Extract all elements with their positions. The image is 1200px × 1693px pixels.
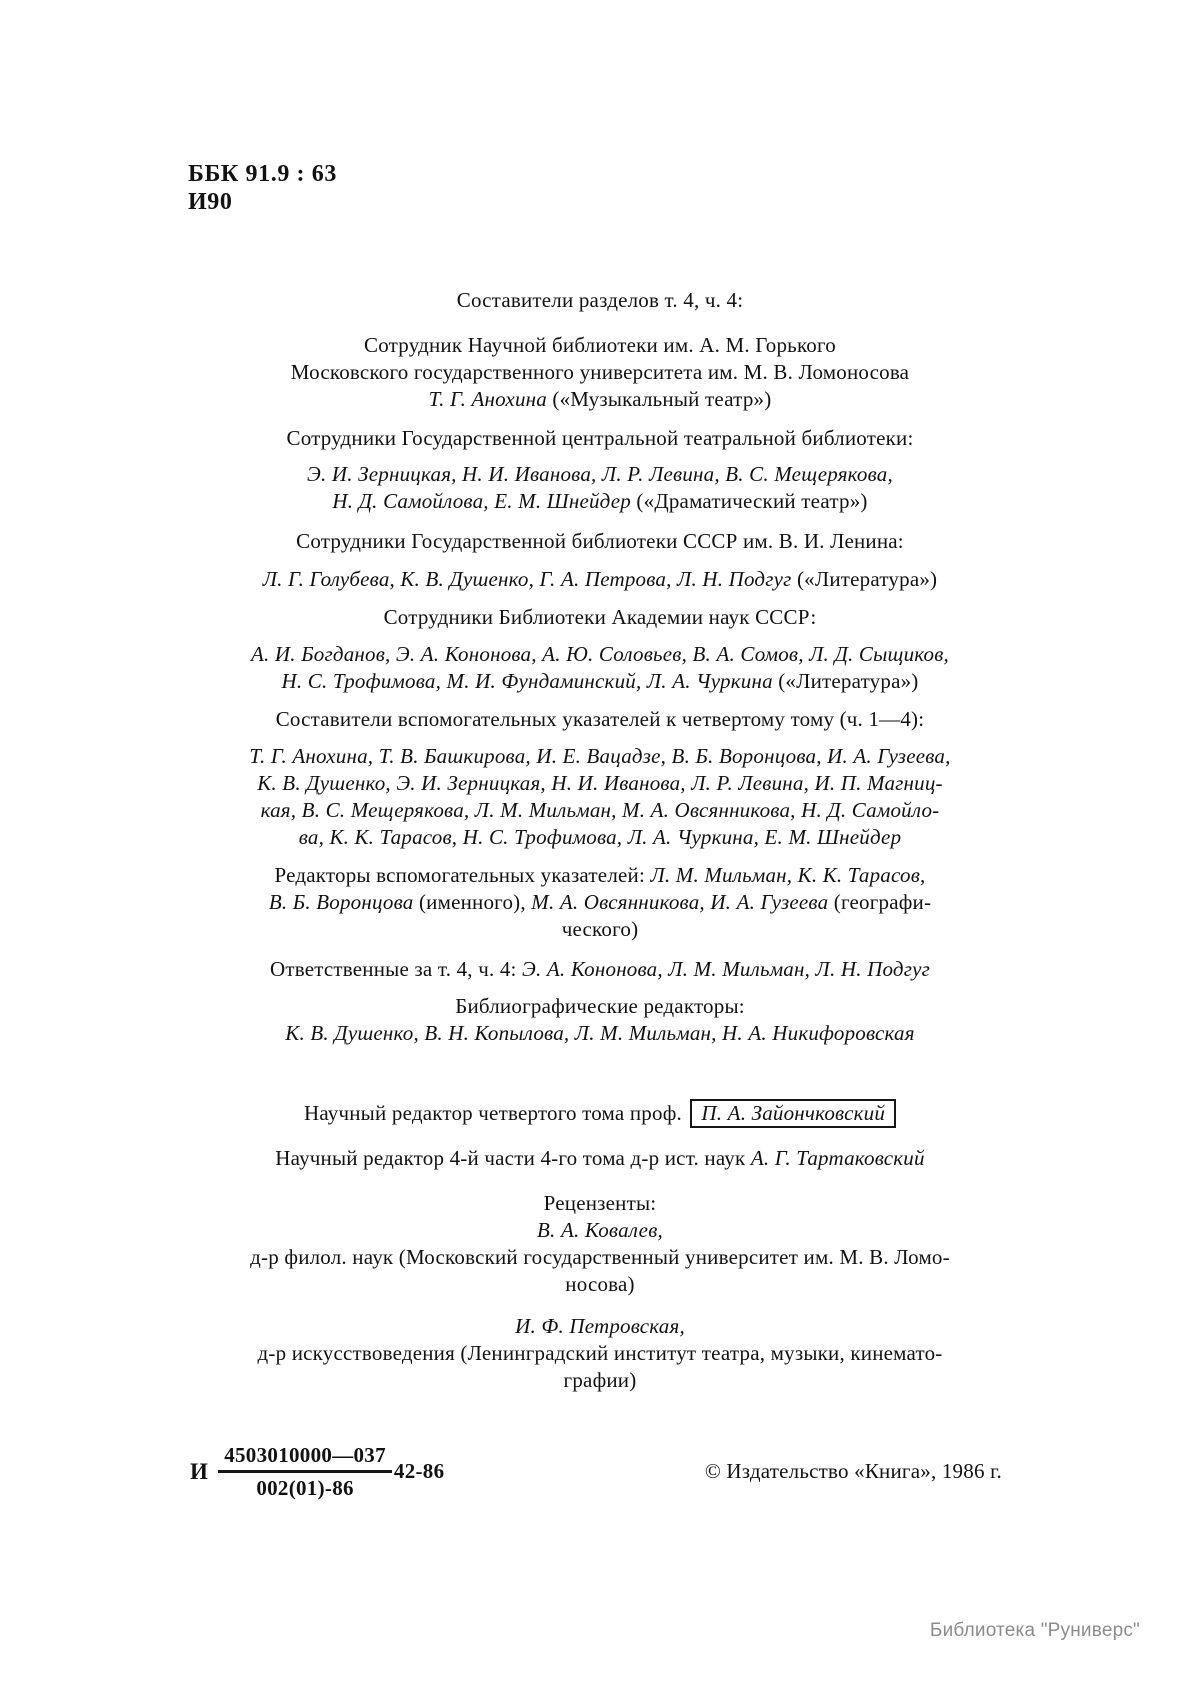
text-line bbox=[180, 706, 1020, 733]
catalog-denominator: 002(01)-86 bbox=[256, 1476, 354, 1500]
text-segment: Т. Г. Анохина bbox=[428, 387, 547, 411]
book-index-code: И90 bbox=[188, 189, 233, 215]
theatre-library-staff bbox=[180, 461, 1020, 515]
index-compilers-list bbox=[180, 743, 1020, 851]
text-line bbox=[180, 770, 1020, 797]
science-editor-volume bbox=[180, 1099, 1020, 1128]
text-segment: В. Б. Воронцова bbox=[268, 890, 414, 914]
lenin-library-staff bbox=[180, 566, 1020, 593]
bbk-classification bbox=[180, 160, 1020, 216]
text-line bbox=[180, 1020, 1020, 1047]
text-segment: Составители разделов т. 4, ч. 4: bbox=[456, 288, 744, 312]
text-segment: («Литература») bbox=[772, 669, 919, 693]
imprint-row bbox=[180, 1442, 1020, 1501]
text-segment: Н. Д. Самойлова, Е. М. Шнейдер bbox=[332, 489, 631, 513]
index-compilers-heading bbox=[180, 706, 1020, 733]
text-segment: (географи- bbox=[828, 890, 932, 914]
text-segment: д-р искусствоведения (Ленинградский институт театра, музыки, кинемато- bbox=[257, 1341, 943, 1365]
text-segment: Л. Г. Голубева, К. В. Душенко, Г. А. Петрова, Л. Н. Подгуг bbox=[262, 567, 792, 591]
text-segment: В. А. Ковалев, bbox=[537, 1218, 663, 1242]
text-line bbox=[180, 1190, 1020, 1217]
text-segment: Сотрудники Библиотеки Академии наук СССР: bbox=[383, 605, 817, 629]
text-segment: Рецензенты: bbox=[543, 1191, 657, 1215]
text-segment: Сотрудник Научной библиотеки им. А. М. Горького bbox=[364, 333, 836, 357]
text-line bbox=[180, 1099, 1020, 1128]
text-line bbox=[180, 641, 1020, 668]
text-segment: Л. М. Мильман, К. К. Тарасов, bbox=[650, 863, 926, 887]
reviewers bbox=[180, 1190, 1020, 1298]
text-line bbox=[180, 1340, 1020, 1367]
text-line bbox=[180, 889, 1020, 916]
text-line bbox=[180, 528, 1020, 555]
text-line bbox=[180, 824, 1020, 851]
text-line bbox=[180, 488, 1020, 515]
lenin-library-heading bbox=[180, 528, 1020, 555]
academy-library-heading bbox=[180, 604, 1020, 631]
text-segment: Н. С. Трофимова, М. И. Фундаминский, Л. А. Чуркина bbox=[281, 669, 773, 693]
text-segment: Составители вспомогательных указателей к четвертому тому (ч. 1—4): bbox=[275, 707, 925, 731]
text-segment: Э. А. Кононова, Л. М. Мильман, Л. Н. Подгуг bbox=[522, 957, 931, 981]
text-line bbox=[180, 287, 1020, 314]
text-segment: ческого) bbox=[561, 917, 639, 941]
catalog-letter: И bbox=[190, 1458, 209, 1484]
text-line bbox=[180, 332, 1020, 359]
text-segment: («Драматический театр») bbox=[630, 489, 868, 513]
boxed-name: П. А. Зайончковский bbox=[690, 1099, 896, 1128]
responsible bbox=[180, 956, 1020, 983]
text-segment: д-р филол. наук (Московский государственный университет им. М. В. Ломо- bbox=[250, 1245, 950, 1269]
text-segment: Э. И. Зерницкая, Н. И. Иванова, Л. Р. Левина, В. С. Мещерякова, bbox=[307, 462, 893, 486]
text-segment: Библиографические редакторы: bbox=[455, 994, 745, 1018]
text-line bbox=[180, 461, 1020, 488]
credits-blocks bbox=[180, 287, 1020, 1394]
text-segment: ва, К. К. Тарасов, Н. С. Трофимова, Л. А. Чуркина, Е. М. Шнейдер bbox=[298, 825, 902, 849]
msu-staff bbox=[180, 332, 1020, 413]
library-watermark: Библиотека "Руниверс" bbox=[929, 1620, 1140, 1641]
text-segment: Научный редактор 4-й части 4-го тома д-р ист. наук bbox=[275, 1146, 751, 1170]
text-line bbox=[180, 359, 1020, 386]
text-line bbox=[180, 916, 1020, 943]
text-line bbox=[180, 993, 1020, 1020]
text-line bbox=[180, 1244, 1020, 1271]
science-editor-part bbox=[180, 1145, 1020, 1172]
text-segment: Т. Г. Анохина, Т. В. Башкирова, И. Е. Вацадзе, В. Б. Воронцова, И. А. Гузеева, bbox=[249, 744, 951, 768]
text-line bbox=[180, 1367, 1020, 1394]
text-segment: носова) bbox=[565, 1272, 635, 1296]
text-segment: («Музыкальный театр») bbox=[546, 387, 772, 411]
index-editors bbox=[180, 862, 1020, 943]
text-line bbox=[180, 668, 1020, 695]
text-segment: К. В. Душенко, Э. И. Зерницкая, Н. И. Иванова, Л. Р. Левина, И. П. Магниц- bbox=[257, 771, 943, 795]
text-segment: А. И. Богданов, Э. А. Кононова, А. Ю. Соловьев, В. А. Сомов, Л. Д. Сыщиков, bbox=[251, 642, 949, 666]
text-segment: К. В. Душенко, В. Н. Копылова, Л. М. Мильман, Н. А. Никифоровская bbox=[285, 1021, 915, 1045]
text-line bbox=[180, 604, 1020, 631]
bibliographic-editors bbox=[180, 993, 1020, 1047]
text-segment: Сотрудники Государственной библиотеки СССР им. В. И. Ленина: bbox=[296, 529, 904, 553]
text-segment: («Литература») bbox=[791, 567, 938, 591]
text-segment: А. Г. Тартаковский bbox=[750, 1146, 925, 1170]
text-line bbox=[180, 862, 1020, 889]
text-line bbox=[180, 566, 1020, 593]
text-segment: Ответственные за т. 4, ч. 4: bbox=[269, 957, 523, 981]
text-segment: графии) bbox=[563, 1368, 637, 1392]
text-segment: кая, В. С. Мещерякова, Л. М. Мильман, М. А. Овсянникова, Н. Д. Самойло- bbox=[260, 798, 940, 822]
text-line bbox=[180, 1313, 1020, 1340]
text-line bbox=[180, 956, 1020, 983]
text-segment: (именного), bbox=[413, 890, 532, 914]
text-line bbox=[180, 743, 1020, 770]
theatre-library-heading bbox=[180, 425, 1020, 452]
text-segment: М. А. Овсянникова, И. А. Гузеева bbox=[531, 890, 829, 914]
catalog-suffix: 42-86 bbox=[393, 1459, 445, 1483]
text-line bbox=[180, 797, 1020, 824]
text-line bbox=[180, 1145, 1020, 1172]
catalog-number bbox=[180, 1442, 444, 1501]
text-segment: Московского государственного университета им. М. В. Ломоносова bbox=[290, 360, 910, 384]
academy-library-staff bbox=[180, 641, 1020, 695]
text-segment: Сотрудники Государственной центральной театральной библиотеки: bbox=[286, 426, 914, 450]
reviewer-2 bbox=[180, 1313, 1020, 1394]
imprint-page bbox=[180, 0, 1020, 1501]
text-line bbox=[180, 1217, 1020, 1244]
text-line bbox=[180, 425, 1020, 452]
text-line bbox=[180, 1271, 1020, 1298]
copyright-notice: © Издательство «Книга», 1986 г. bbox=[704, 1459, 1002, 1483]
text-segment: Научный редактор четвертого тома проф. bbox=[303, 1101, 688, 1125]
catalog-numerator: 4503010000—037 bbox=[218, 1442, 392, 1473]
text-line bbox=[180, 386, 1020, 413]
bbk-code: ББК 91.9 : 63 bbox=[188, 161, 337, 187]
text-segment: Редакторы вспомогательных указателей: bbox=[274, 863, 651, 887]
section-compilers-heading bbox=[180, 287, 1020, 314]
catalog-fraction bbox=[218, 1442, 392, 1501]
text-segment: И. Ф. Петровская, bbox=[515, 1314, 685, 1338]
